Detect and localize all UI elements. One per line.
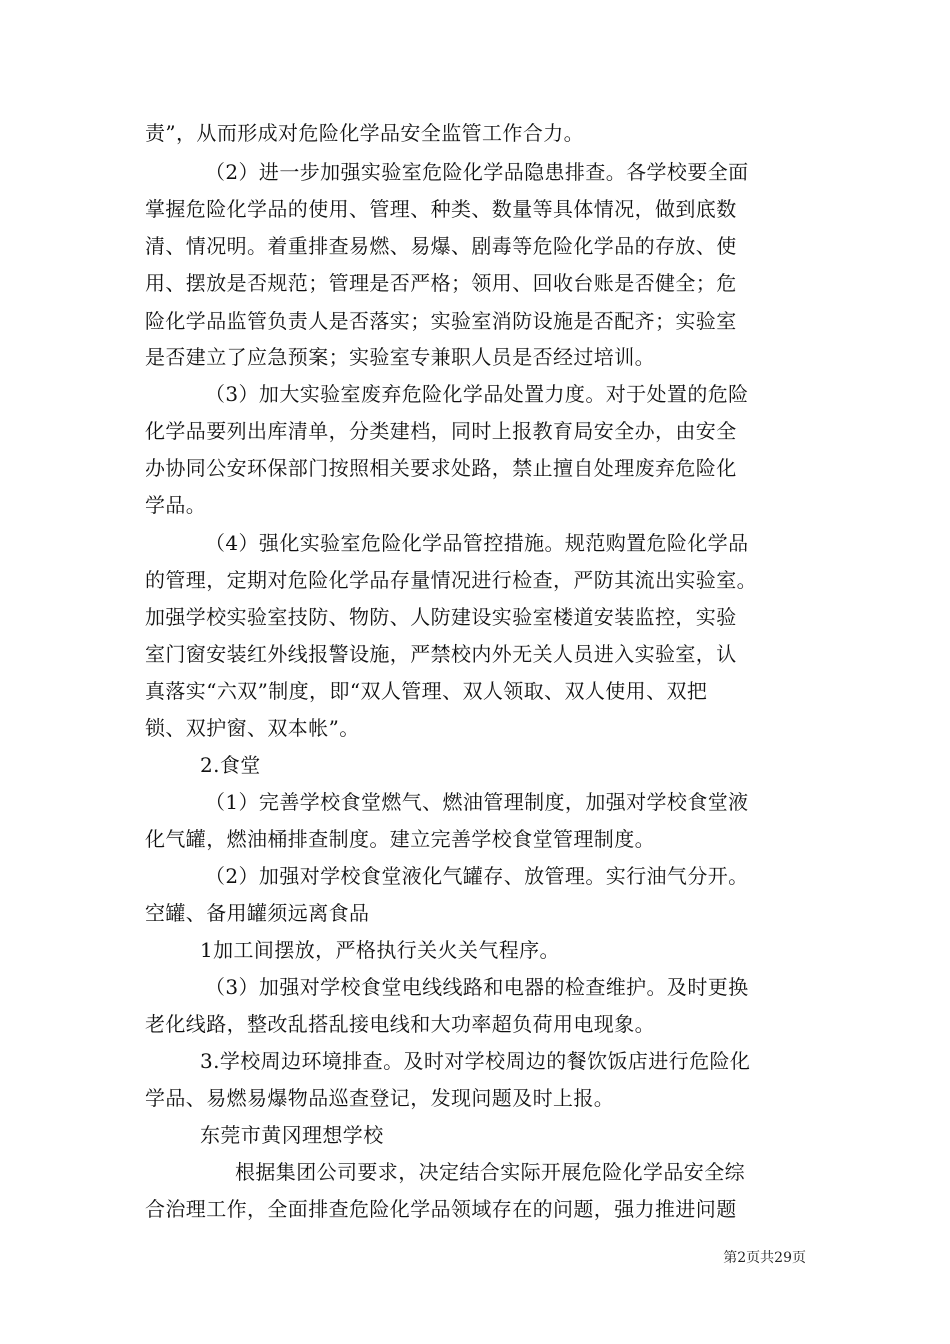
text-line: 用、摆放是否规范；管理是否严格；领用、回收台账是否健全；危 [145,271,737,295]
text-line: 锁、双护窗、双本帐”。 [145,716,360,740]
text-line: （3）加大实验室废弃危险化学品处置力度。对于处置的危险 [205,382,749,406]
text-line: 空罐、备用罐须远离食品 [145,901,370,925]
text-line: 老化线路，整改乱搭乱接电线和大功率超负荷用电现象。 [145,1012,655,1036]
text-line: 化学品要列出库清单，分类建档，同时上报教育局安全办，由安全 [145,419,737,443]
text-line: 责”，从而形成对危险化学品安全监管工作合力。 [145,121,585,145]
text-line: （2）加强对学校食堂液化气罐存、放管理。实行油气分开。 [205,864,749,888]
text-line: 是否建立了应急预案；实验室专兼职人员是否经过培训。 [145,345,655,369]
section-heading: 2.食堂 [200,753,261,777]
school-name: 东莞市黄冈理想学校 [200,1123,384,1147]
text-line: 学品、易燃易爆物品巡查登记，发现问题及时上报。 [145,1086,615,1110]
text-line: 室门窗安装红外线报警设施，严禁校内外无关人员进入实验室，认 [145,642,737,666]
text-line: 真落实“六双”制度，即“双人管理、双人领取、双人使用、双把 [145,679,708,703]
text-line: 学品。 [145,493,207,517]
text-line: （4）强化实验室危险化学品管控措施。规范购置危险化学品 [205,531,749,555]
text-line: 化气罐，燃油桶排查制度。建立完善学校食堂管理制度。 [145,827,655,851]
text-line: 合治理工作，全面排查危险化学品领域存在的问题，强力推进问题 [145,1197,737,1221]
text-line: （1）完善学校食堂燃气、燃油管理制度，加强对学校食堂液 [205,790,749,814]
text-line: 办协同公安环保部门按照相关要求处路，禁止擅自处理废弃危险化 [145,456,737,480]
text-line: 1加工间摆放，严格执行关火关气程序。 [200,938,560,962]
text-line: （3）加强对学校食堂电线线路和电器的检查维护。及时更换 [205,975,749,999]
section-heading: 3.学校周边环境排查。及时对学校周边的餐饮饭店进行危险化 [200,1049,751,1073]
text-line: 根据集团公司要求，决定结合实际开展危险化学品安全综 [235,1160,745,1184]
text-line: 清、情况明。着重排查易燃、易爆、剧毒等危险化学品的存放、使 [145,234,737,258]
page-number: 第2页共29页 [723,1250,806,1266]
text-line: 掌握危险化学品的使用、管理、种类、数量等具体情况，做到底数 [145,197,737,221]
text-line: 险化学品监管负责人是否落实；实验室消防设施是否配齐；实验室 [145,309,737,333]
text-line: 加强学校实验室技防、物防、人防建设实验室楼道安装监控，实验 [145,605,737,629]
text-line: （2）进一步加强实验室危险化学品隐患排查。各学校要全面 [205,160,749,184]
text-line: 的管理，定期对危险化学品存量情况进行检查，严防其流出实验室。 [145,568,757,592]
